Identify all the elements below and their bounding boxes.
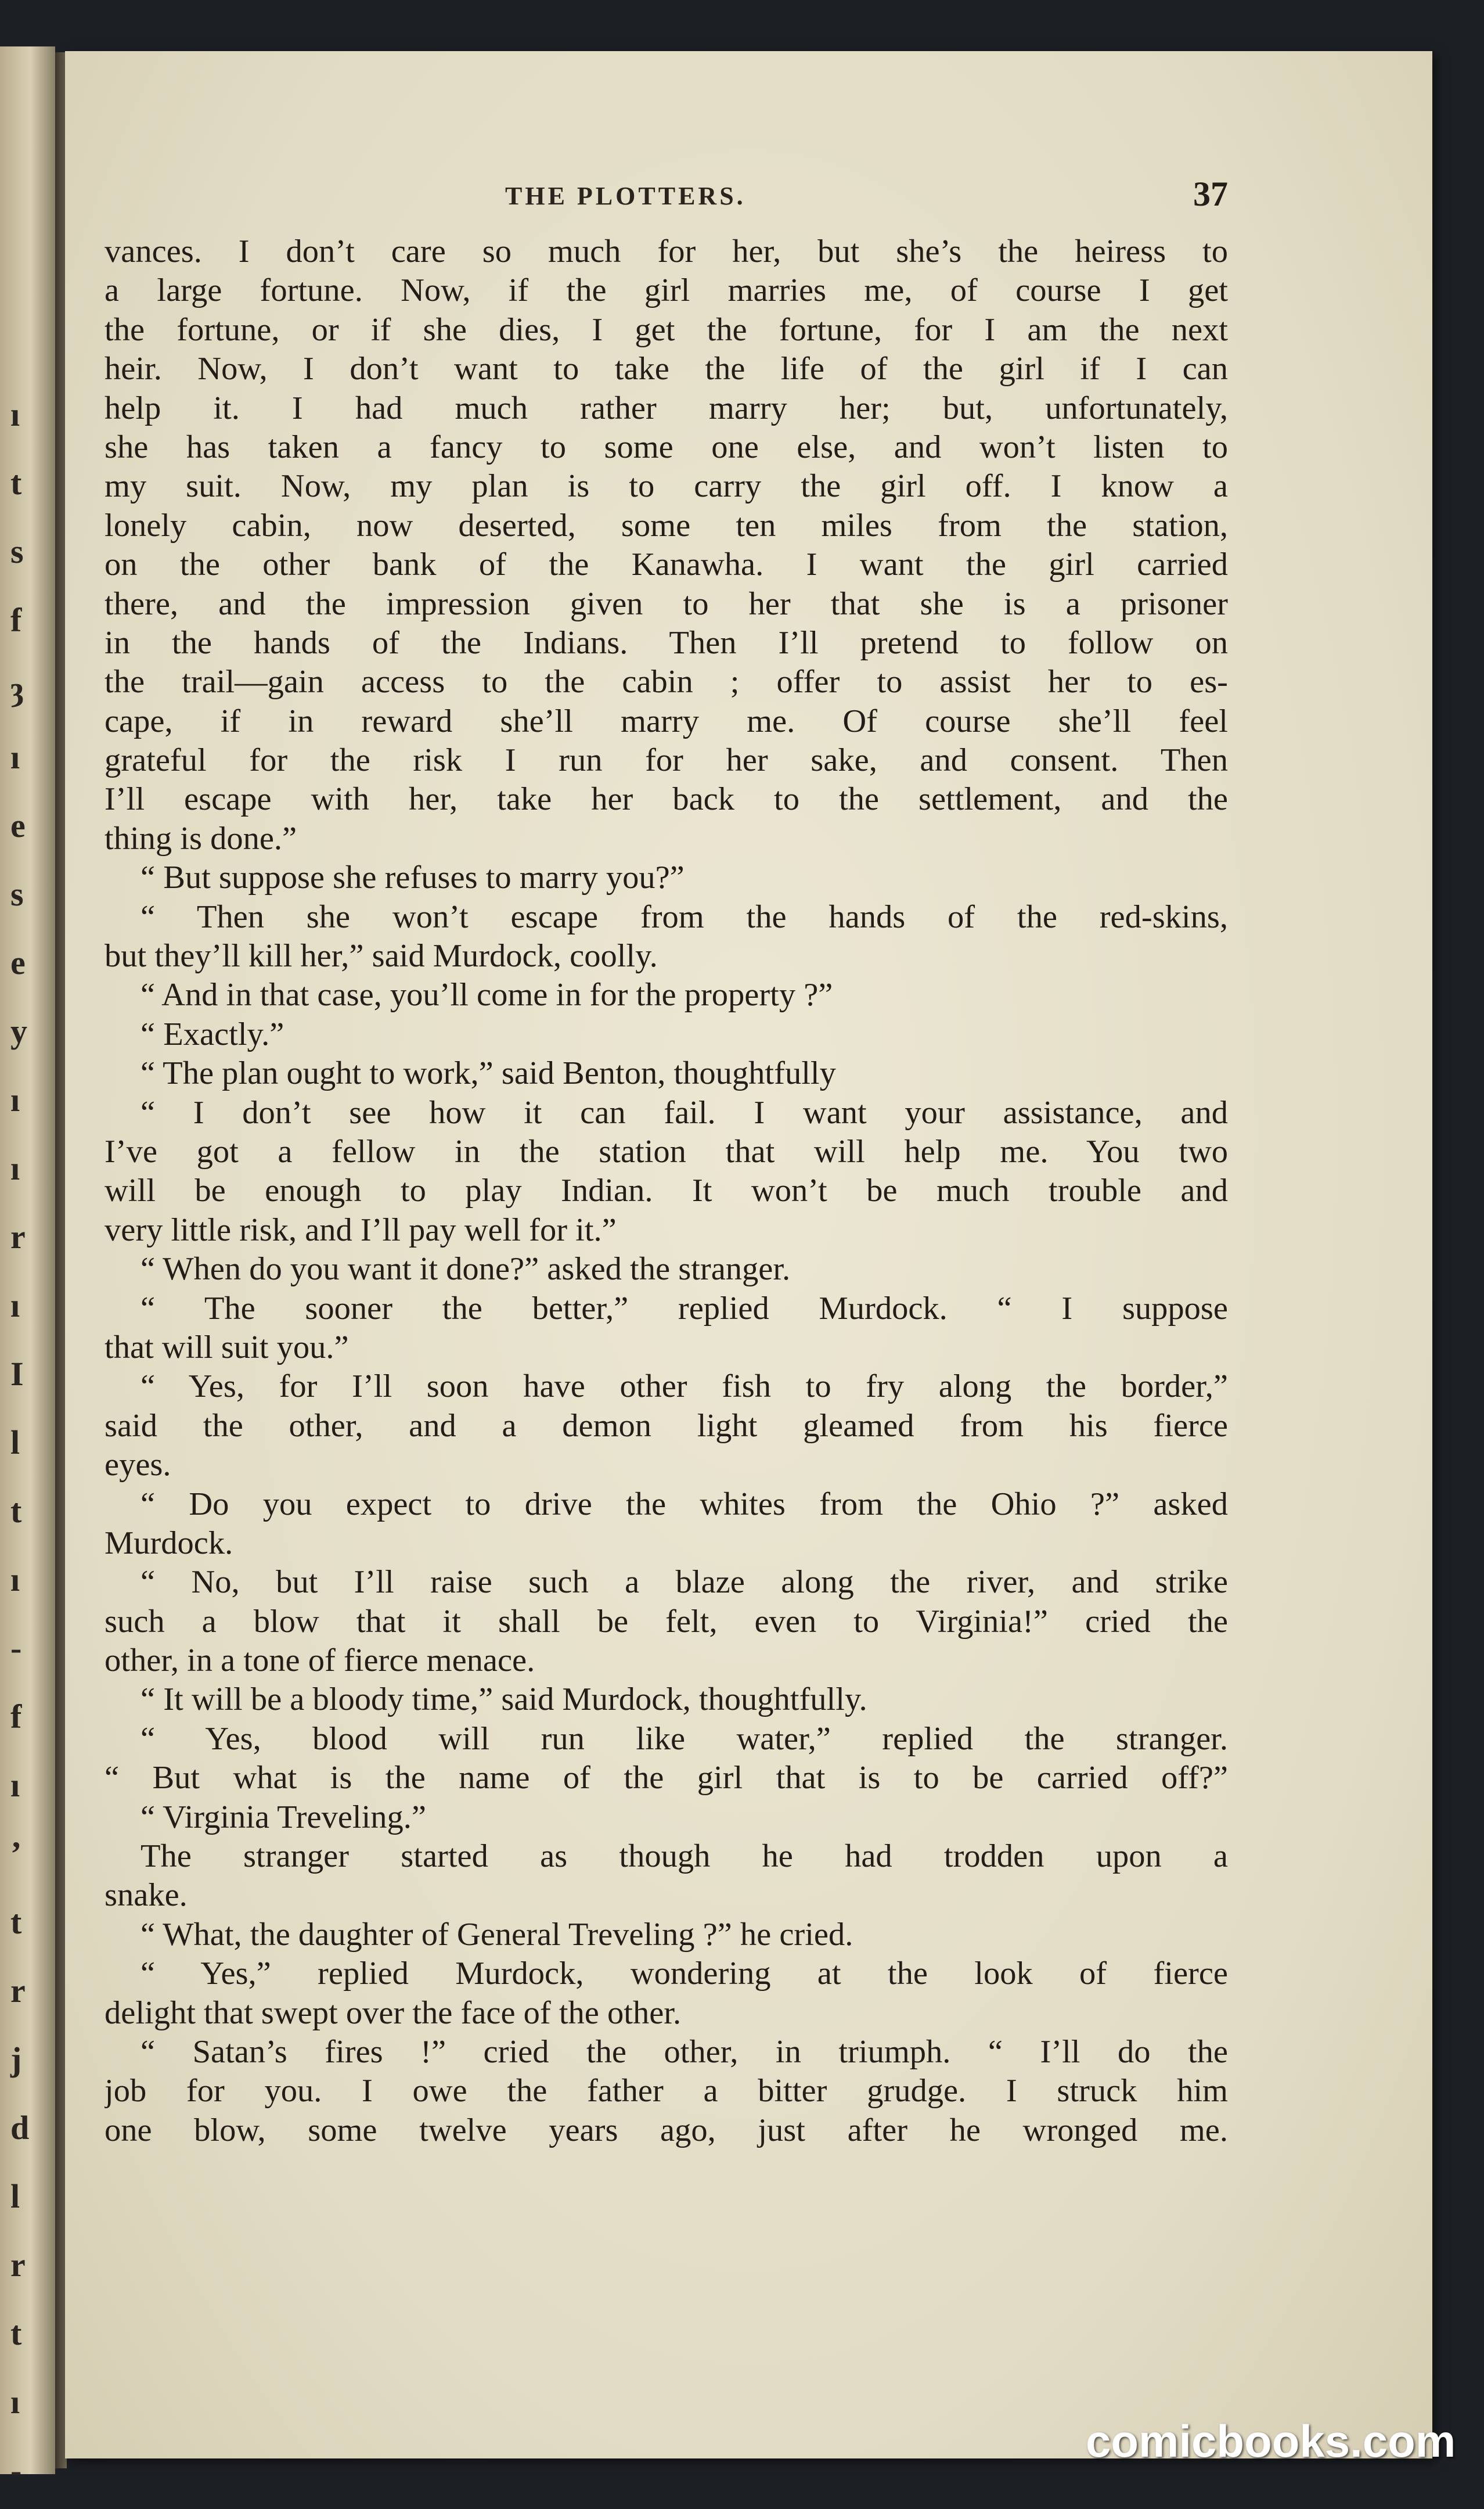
- page-number: 37: [1193, 175, 1228, 213]
- text-line: “ Virginia Treveling.”: [141, 1799, 427, 1835]
- adjacent-page-char: y: [10, 1012, 27, 1050]
- text-line: that will suit you.”: [105, 1329, 349, 1365]
- text-line: in the hands of the Indians. Then I’ll pretend to follow on: [105, 624, 1228, 661]
- text-line: very little risk, and I’ll pay well for it.”: [105, 1212, 617, 1248]
- adjacent-page-char: e: [10, 944, 26, 982]
- adjacent-page-char: r: [10, 1972, 26, 2010]
- adjacent-page-char: t: [10, 1492, 22, 1530]
- adjacent-page-char: e: [10, 807, 26, 844]
- text-line: “ Do you expect to drive the whites from the Ohio ?” asked: [141, 1486, 1228, 1522]
- text-line: “ The plan ought to work,” said Benton, thoughtfully: [141, 1055, 836, 1092]
- adjacent-page-char: l: [10, 1424, 20, 1461]
- adjacent-page-char: ı: [10, 2383, 20, 2421]
- adjacent-page-char: ı: [10, 1149, 20, 1187]
- adjacent-page-edge: [0, 46, 55, 2489]
- text-line: the trail—gain access to the cabin ; offer to assist her to es-: [105, 664, 1228, 700]
- text-line: Murdock.: [105, 1525, 233, 1561]
- text-line: but they’ll kill her,” said Murdock, coolly.: [105, 938, 658, 975]
- adjacent-page-char: ı: [10, 738, 20, 776]
- site-watermark: comicbooks.com: [1086, 2415, 1456, 2467]
- text-line: will be enough to play Indian. It won’t be much trouble and: [105, 1173, 1228, 1209]
- adjacent-page-char: d: [10, 2109, 30, 2147]
- text-line: thing is done.”: [105, 820, 297, 857]
- text-line: snake.: [105, 1877, 188, 1914]
- adjacent-page-char: f: [10, 601, 22, 639]
- adjacent-page-char: ı: [10, 1766, 20, 1804]
- adjacent-page-char: ı: [10, 396, 20, 433]
- text-line: grateful for the risk I run for her sake, and consent. Then: [105, 742, 1228, 779]
- adjacent-page-char: ı: [10, 1081, 20, 1119]
- text-line: said the other, and a demon light gleamed from his fierce: [105, 1407, 1228, 1444]
- text-line: there, and the impression given to her that she is a prisoner: [105, 585, 1228, 622]
- text-line: heir. Now, I don’t want to take the life of the girl if I can: [105, 351, 1228, 387]
- adjacent-page-char: s: [10, 875, 24, 913]
- text-line: “ It will be a bloody time,” said Murdock, thoughtfully.: [141, 1681, 867, 1718]
- text-line: vances. I don’t care so much for her, but she’s the heiress to: [105, 233, 1228, 269]
- adjacent-page-char: I: [10, 1355, 24, 1393]
- text-line: “ Exactly.”: [141, 1016, 284, 1052]
- text-line: “ Then she won’t escape from the hands of the red-skins,: [141, 898, 1228, 935]
- text-line: help it. I had much rather marry her; but, unfortunately,: [105, 390, 1228, 426]
- text-line: one blow, some twelve years ago, just after he wronged me.: [105, 2112, 1228, 2148]
- adjacent-page-char: ȝ: [10, 670, 23, 707]
- text-line: “ Yes, blood will run like water,” replied the stranger.: [141, 1720, 1228, 1757]
- text-line: “ The sooner the better,” replied Murdock. “ I suppose: [141, 1290, 1228, 1327]
- text-line: I’ve got a fellow in the station that will help me. You two: [105, 1133, 1228, 1170]
- adjacent-page-char: f: [10, 1698, 22, 1735]
- text-line: job for you. I owe the father a bitter grudge. I struck him: [105, 2073, 1228, 2109]
- text-line: “ Yes, for I’ll soon have other fish to fry along the border,”: [141, 1368, 1228, 1405]
- adjacent-page-char: t: [10, 1903, 22, 1941]
- adjacent-page-char: s: [10, 533, 24, 570]
- adjacent-page-char: -: [10, 2452, 22, 2489]
- text-line: “ Yes,” replied Murdock, wondering at the look of fierce: [141, 1956, 1228, 1992]
- text-line: such a blow that it shall be felt, even to Virginia!” cried the: [105, 1603, 1228, 1640]
- text-line: she has taken a fancy to some one else, and won’t listen to: [105, 429, 1228, 465]
- adjacent-page-char: j: [10, 2040, 22, 2078]
- text-line: a large fortune. Now, if the girl marries me, of course I get: [105, 272, 1228, 309]
- text-line: delight that swept over the face of the other.: [105, 1994, 682, 2031]
- adjacent-page-char: t: [10, 2314, 22, 2352]
- text-line: “ And in that case, you’ll come in for the property ?”: [141, 977, 833, 1013]
- text-line: “ No, but I’ll raise such a blaze along the river, and strike: [141, 1564, 1228, 1601]
- adjacent-page-char: t: [10, 464, 22, 502]
- text-line: “ When do you want it done?” asked the stranger.: [141, 1251, 791, 1288]
- text-line: the fortune, or if she dies, I get the fortune, for I am the next: [105, 311, 1228, 348]
- adjacent-page-char: ı: [10, 1286, 20, 1324]
- text-line: lonely cabin, now deserted, some ten miles from the station,: [105, 507, 1228, 544]
- text-line: The stranger started as though he had trodden upon a: [141, 1838, 1228, 1875]
- adjacent-page-char: ı: [10, 1561, 20, 1598]
- text-line: “ What, the daughter of General Treveling ?” he cried.: [141, 1916, 853, 1953]
- text-line: “ But what is the name of the girl that is to be carried off?”: [105, 1760, 1228, 1796]
- adjacent-page-char: -: [10, 1629, 22, 1667]
- adjacent-page-char: l: [10, 2177, 20, 2215]
- body-text: [105, 232, 1228, 2150]
- text-line: I’ll escape with her, take her back to the settlement, and the: [105, 781, 1228, 818]
- text-line: eyes.: [105, 1447, 171, 1483]
- text-line: on the other bank of the Kanawha. I want the girl carried: [105, 547, 1228, 583]
- text-line: other, in a tone of fierce menace.: [105, 1642, 535, 1679]
- adjacent-page-char: r: [10, 1218, 26, 1256]
- text-line: “ Satan’s fires !” cried the other, in triumph. “ I’ll do the: [141, 2033, 1228, 2070]
- adjacent-page-char: ’: [10, 1835, 22, 1872]
- text-line: cape, if in reward she’ll marry me. Of course she’ll feel: [105, 703, 1228, 739]
- text-line: “ But suppose she refuses to marry you?”: [141, 860, 685, 896]
- text-line: “ I don’t see how it can fail. I want your assistance, and: [141, 1094, 1228, 1131]
- text-line: my suit. Now, my plan is to carry the girl off. I know a: [105, 468, 1228, 505]
- running-title: THE PLOTTERS.: [505, 182, 746, 210]
- adjacent-page-char: r: [10, 2246, 26, 2284]
